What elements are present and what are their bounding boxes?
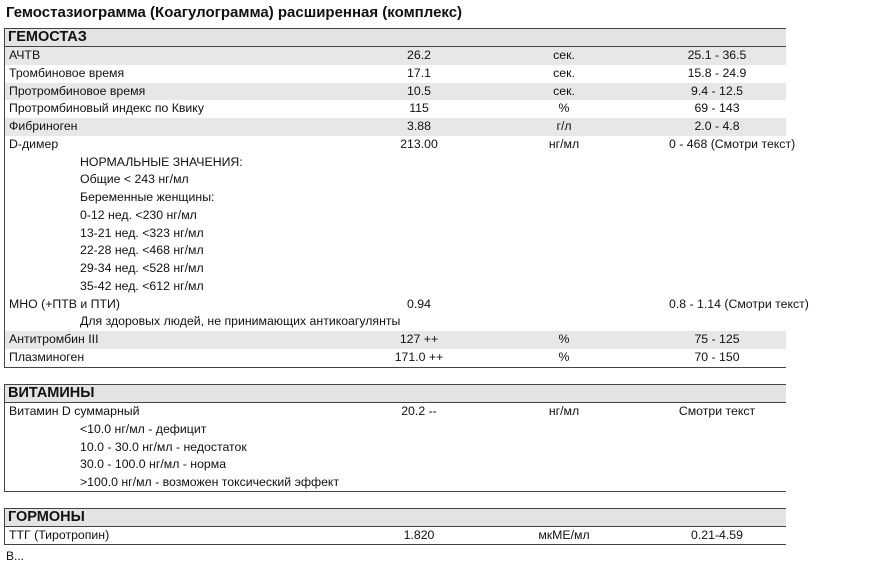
test-value: 127 ++ [399, 332, 439, 346]
vitamins-section [4, 384, 786, 492]
test-unit: % [558, 332, 570, 346]
test-name: Тромбиновое время [9, 65, 125, 80]
test-name: Фибриноген [9, 119, 78, 133]
document-title: Гемостазиограмма (Коагулограмма) расширенная (комплекс) [6, 4, 463, 21]
note-row [5, 439, 786, 457]
test-value: 213.00 [400, 136, 438, 151]
note-text: 0-12 нед. <230 нг/мл [80, 207, 197, 222]
hemostasis-heading: ГЕМОСТАЗ [5, 28, 786, 47]
note-row [5, 189, 786, 207]
note-text: 29-34 нед. <528 нг/мл [80, 261, 204, 275]
test-name: D-димер [9, 136, 59, 151]
note-text: 30.0 - 100.0 нг/мл - норма [80, 457, 227, 472]
note-row [5, 171, 786, 189]
test-name: Витамин D суммарный [9, 404, 140, 418]
note-text: 22-28 нед. <468 нг/мл [80, 243, 204, 258]
table-row-prothrombin-time [5, 83, 786, 101]
table-row-tsh [5, 527, 786, 545]
note-row [5, 225, 786, 243]
vitamins-heading: ВИТАМИНЫ [5, 384, 786, 403]
test-reference: 69 - 143 [694, 101, 740, 116]
test-reference: 2.0 - 4.8 [694, 119, 740, 133]
note-row [5, 278, 786, 296]
test-reference: 9.4 - 12.5 [691, 83, 743, 98]
hormones-heading: ГОРМОНЫ [5, 508, 786, 527]
test-value: 3.88 [407, 119, 431, 133]
table-row-thrombin-time [5, 65, 786, 83]
test-name: Плазминоген [9, 349, 85, 364]
note-row [5, 207, 786, 225]
test-unit: % [558, 349, 570, 364]
table-row-inr [5, 296, 809, 314]
note-row [5, 154, 786, 172]
note-row [5, 313, 786, 331]
table-row-d-dimer [5, 136, 796, 154]
test-reference: 25.1 - 36.5 [687, 48, 747, 62]
test-name: Антитромбин III [9, 332, 99, 346]
test-reference: 0 - 468 (Смотри текст) [669, 136, 796, 151]
table-row-aptt [5, 47, 786, 65]
note-row [5, 242, 786, 260]
table-row-antithrombin [5, 331, 786, 349]
table-row-plasminogen [5, 349, 786, 367]
test-unit: г/л [556, 119, 572, 133]
test-unit: сек. [553, 83, 575, 98]
note-row [5, 260, 786, 278]
table-row-vitamin-d [5, 403, 786, 421]
footer-text: В... [6, 549, 25, 563]
note-text: 10.0 - 30.0 нг/мл - недостаток [80, 439, 247, 454]
test-name: ТТГ (Тиротропин) [9, 528, 110, 542]
note-text: Беременные женщины: [80, 190, 215, 204]
test-unit: нг/мл [548, 136, 580, 151]
note-row [5, 456, 786, 474]
test-reference: Смотри текст [678, 404, 756, 418]
test-value: 0.94 [407, 296, 431, 311]
test-unit: % [558, 101, 570, 116]
test-name: Протромбиновый индекс по Квику [9, 101, 204, 116]
test-value: 171.0 ++ [394, 349, 444, 364]
test-name: МНО (+ПТВ и ПТИ) [9, 296, 120, 311]
note-text: 13-21 нед. <323 нг/мл [80, 225, 204, 240]
test-reference: 0.8 - 1.14 (Смотри текст) [669, 296, 809, 311]
test-reference: 0.21-4.59 [691, 528, 743, 542]
note-text: НОРМАЛЬНЫЕ ЗНАЧЕНИЯ: [80, 154, 243, 169]
note-text: <10.0 нг/мл - дефицит [80, 421, 207, 436]
test-name: АЧТВ [9, 48, 41, 62]
note-text: >100.0 нг/мл - возможен токсический эффект [80, 475, 340, 489]
test-reference: 15.8 - 24.9 [687, 65, 747, 80]
hormones-section [4, 508, 786, 545]
test-unit: сек. [553, 65, 575, 80]
note-text: Для здоровых людей, не принимающих антикоагулянты [80, 314, 401, 329]
table-row-fibrinogen [5, 118, 786, 136]
note-text: 35-42 нед. <612 нг/мл [80, 278, 204, 293]
note-row [5, 474, 786, 492]
test-reference: 75 - 125 [694, 332, 740, 346]
test-unit: нг/мл [548, 404, 580, 418]
test-value: 17.1 [407, 65, 431, 80]
test-value: 1.820 [403, 528, 435, 542]
note-row [5, 421, 786, 439]
hemostasis-section [4, 28, 809, 368]
test-reference: 70 - 150 [694, 349, 740, 364]
test-value: 20.2 -- [401, 404, 437, 418]
note-text: Общие < 243 нг/мл [80, 172, 189, 187]
test-value: 10.5 [407, 83, 431, 98]
test-unit: мкМЕ/мл [538, 528, 590, 542]
test-value: 26.2 [407, 48, 431, 62]
test-name: Протромбиновое время [9, 83, 146, 98]
test-value: 115 [409, 101, 429, 116]
test-unit: сек. [553, 48, 575, 62]
table-row-quick-index [5, 100, 786, 118]
